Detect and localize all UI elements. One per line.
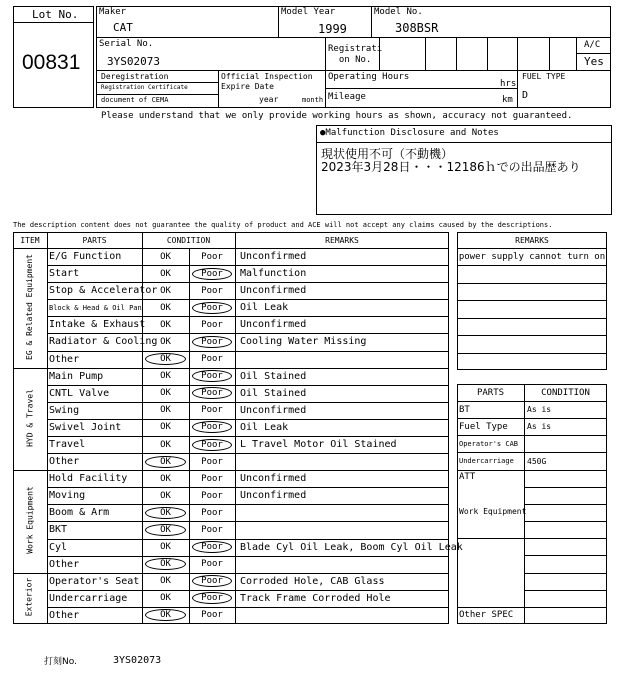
ok-option: OK xyxy=(160,251,171,262)
remark-text xyxy=(240,521,447,538)
registration-label: Registrati on No. xyxy=(328,44,383,65)
remark-text xyxy=(240,504,447,521)
stamp-label: 打刻No. xyxy=(44,657,77,667)
poor-option: Poor xyxy=(201,439,223,450)
ok-option: OK xyxy=(160,610,171,621)
poor-circle-mark xyxy=(192,302,232,314)
side-part-condition xyxy=(527,435,606,452)
remark-text: Oil Stained xyxy=(240,387,307,399)
remark-text: Corroded Hole, CAB Glass xyxy=(240,575,385,587)
remark-text: Unconfirmed xyxy=(240,404,307,416)
side-remark-text xyxy=(457,353,607,370)
part-name: Start xyxy=(49,268,80,280)
poor-option: Poor xyxy=(201,422,223,433)
ok-option: OK xyxy=(160,490,171,501)
ok-option: OK xyxy=(160,302,171,313)
remark-text xyxy=(240,607,447,624)
ok-option: OK xyxy=(160,542,171,553)
hrs-unit: hrs xyxy=(500,79,517,89)
side-remark-text xyxy=(457,283,607,300)
side-parts-table xyxy=(457,384,607,624)
poor-option: Poor xyxy=(201,285,223,296)
ok-option: OK xyxy=(160,285,171,296)
header-item: ITEM xyxy=(20,235,40,245)
poor-option: Poor xyxy=(201,354,223,365)
mileage-label: Mileage xyxy=(328,92,366,102)
model-year-label: Model Year xyxy=(281,7,336,17)
ok-option: OK xyxy=(160,439,171,450)
lot-number: 00831 xyxy=(22,51,81,74)
month-label: month xyxy=(302,96,324,104)
part-name: Other xyxy=(49,353,80,365)
part-name: E/G Function xyxy=(49,251,122,263)
ok-option: OK xyxy=(160,336,171,347)
year-label: year xyxy=(259,95,279,104)
poor-option: Poor xyxy=(201,302,223,313)
remark-text xyxy=(240,351,447,368)
poor-option: Poor xyxy=(201,524,223,535)
side-part-condition: As is xyxy=(527,422,552,432)
registration-certificate-label: Registration Certificate xyxy=(101,84,188,91)
part-name: Cyl xyxy=(49,541,68,553)
poor-option: Poor xyxy=(201,405,223,416)
ok-option: OK xyxy=(160,593,171,604)
poor-option: Poor xyxy=(201,319,223,330)
poor-option: Poor xyxy=(201,610,223,621)
poor-option: Poor xyxy=(201,559,223,570)
poor-option: Poor xyxy=(201,268,223,279)
poor-option: Poor xyxy=(201,456,223,467)
side-parts-header: PARTS xyxy=(476,387,505,398)
malfunction-line-1: 現状使用不可（不動機） xyxy=(321,147,454,161)
part-name: Swing xyxy=(49,404,80,416)
remark-text: Oil Leak xyxy=(240,421,289,433)
side-remark-text xyxy=(457,265,607,282)
part-name: Hold Facility xyxy=(49,473,128,485)
part-name: Swivel Joint xyxy=(49,421,122,433)
part-name: Other xyxy=(49,609,80,621)
header-condition: CONDITION xyxy=(166,235,211,245)
poor-circle-mark xyxy=(192,336,232,348)
part-name: Travel xyxy=(49,439,86,451)
condition-table xyxy=(13,232,463,624)
ok-option: OK xyxy=(160,507,171,518)
att-label: ATT xyxy=(459,471,476,482)
remark-text: Cooling Water Missing xyxy=(240,336,367,348)
ok-option: OK xyxy=(160,559,171,570)
poor-option: Poor xyxy=(201,490,223,501)
ok-circle-mark xyxy=(145,507,186,519)
side-part-name: Operator's CAB xyxy=(459,439,519,448)
side-remark-text xyxy=(457,335,607,352)
part-name: Boom & Arm xyxy=(49,507,110,519)
remark-text: Oil Stained xyxy=(240,370,307,382)
ok-option: OK xyxy=(160,405,171,416)
part-name: CNTL Valve xyxy=(49,387,110,399)
remark-text: Unconfirmed xyxy=(240,285,307,297)
maker-value: CAT xyxy=(113,21,133,34)
part-name: Intake & Exhaust xyxy=(49,319,146,331)
remark-text: L Travel Motor Oil Stained xyxy=(240,439,397,451)
part-name: Other xyxy=(49,558,80,570)
ok-option: OK xyxy=(160,524,171,535)
poor-option: Poor xyxy=(201,388,223,399)
model-no-value: 308BSR xyxy=(395,21,439,35)
side-part-name: BT xyxy=(459,404,470,415)
side-part-condition: 450G xyxy=(527,456,547,466)
fuel-type-label: FUEL TYPE xyxy=(522,72,566,81)
remark-text xyxy=(240,453,447,470)
maker-label: Maker xyxy=(99,7,127,17)
serial-value: 3YS02073 xyxy=(107,55,160,68)
ok-option: OK xyxy=(160,473,171,484)
deregistration-label: Deregistration xyxy=(101,72,169,81)
poor-circle-mark xyxy=(192,268,232,280)
ok-circle-mark xyxy=(145,456,186,468)
ac-label: A/C xyxy=(584,40,601,50)
km-unit: km xyxy=(502,95,513,105)
part-name: Main Pump xyxy=(49,370,104,382)
group-label: EG & Related Equipment xyxy=(25,253,34,360)
side-part-name: Fuel Type xyxy=(459,421,508,432)
ok-option: OK xyxy=(160,576,171,587)
side-part-condition: As is xyxy=(527,405,552,415)
model-year-value: 1999 xyxy=(318,22,347,36)
inspection-label: Official Inspection Expire Date xyxy=(221,72,313,91)
side-remark-text: power supply cannot turn on xyxy=(458,251,606,262)
poor-option: Poor xyxy=(201,473,223,484)
malfunction-line-2: 2023年3月28日・・・12186ｈでの出品歴あり xyxy=(321,160,581,174)
model-no-label: Model No. xyxy=(374,7,423,17)
part-name: Operator's Seat xyxy=(49,575,140,587)
other-spec-label: Other SPEC xyxy=(459,610,514,621)
group-label: HYD & Travel xyxy=(25,389,34,447)
header-remarks: REMARKS xyxy=(325,235,359,245)
malfunction-title: ●Malfunction Disclosure and Notes xyxy=(320,128,499,138)
ok-circle-mark xyxy=(145,353,186,365)
side-part-name: Undercarriage xyxy=(459,457,514,466)
serial-label: Serial No. xyxy=(99,39,154,49)
ok-option: OK xyxy=(160,354,171,365)
cema-label: document of CEMA xyxy=(101,96,169,104)
ok-circle-mark xyxy=(145,524,186,536)
poor-option: Poor xyxy=(201,251,223,262)
fuel-type-value: D xyxy=(522,90,529,101)
poor-option: Poor xyxy=(201,371,223,382)
operating-hours-label: Operating Hours xyxy=(328,72,410,82)
side-remarks-table xyxy=(457,232,607,370)
group-label: Exterior xyxy=(25,578,35,617)
remark-text: Unconfirmed xyxy=(240,251,307,263)
poor-option: Poor xyxy=(201,593,223,604)
ok-option: OK xyxy=(160,388,171,399)
part-name: Radiator & Cooling xyxy=(49,336,158,348)
lot-label: Lot No. xyxy=(32,8,79,21)
ok-option: OK xyxy=(160,422,171,433)
hours-notice: Please understand that we only provide working hours as shown, accuracy not guaranteed. xyxy=(101,111,573,121)
poor-circle-mark xyxy=(192,439,232,451)
ok-option: OK xyxy=(160,268,171,279)
part-name: Other xyxy=(49,456,80,468)
stamp-value: 3YS02073 xyxy=(113,655,162,666)
poor-option: Poor xyxy=(201,507,223,518)
part-name: Block & Head & Oil Pan xyxy=(49,303,142,312)
ok-option: OK xyxy=(160,319,171,330)
part-name: Undercarriage xyxy=(49,592,128,604)
side-condition-header: CONDITION xyxy=(541,387,590,398)
poor-option: Poor xyxy=(201,576,223,587)
remark-text xyxy=(240,556,447,573)
remark-text: Oil Leak xyxy=(240,302,289,314)
group-label: Work Equipment xyxy=(25,486,34,555)
side-remark-text xyxy=(457,318,607,335)
ac-value: Yes xyxy=(584,55,604,68)
remark-text: Track Frame Corroded Hole xyxy=(240,592,391,604)
part-name: Moving xyxy=(49,490,86,502)
remark-text: Unconfirmed xyxy=(240,319,307,331)
ok-option: OK xyxy=(160,456,171,467)
side-remarks-header: REMARKS xyxy=(515,235,549,245)
work-equipment-label: Work Equipment xyxy=(459,506,527,516)
side-remark-text xyxy=(457,300,607,317)
poor-option: Poor xyxy=(201,542,223,553)
part-name: Stop & Accelerator xyxy=(49,285,158,297)
part-name: BKT xyxy=(49,524,68,536)
remark-text: Blade Cyl Oil Leak, Boom Cyl Oil Leak xyxy=(240,541,463,553)
disclaimer: The description content does not guarantee the quality of product and ACE will not accept any claims caused by the descriptions. xyxy=(13,221,553,229)
poor-option: Poor xyxy=(201,336,223,347)
ok-option: OK xyxy=(160,371,171,382)
remark-text: Unconfirmed xyxy=(240,473,307,485)
remark-text: Unconfirmed xyxy=(240,490,307,502)
remark-text: Malfunction xyxy=(240,268,307,280)
header-parts: PARTS xyxy=(82,235,107,245)
